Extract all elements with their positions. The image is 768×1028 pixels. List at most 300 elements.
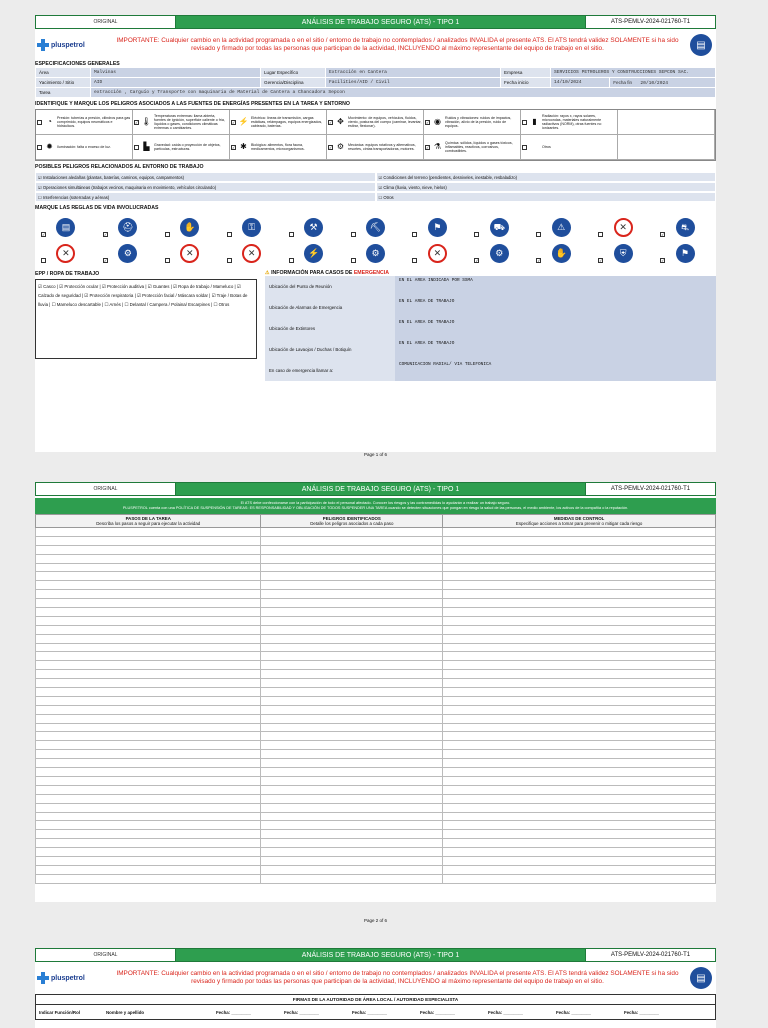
regla-item[interactable]: [221, 214, 283, 237]
emergency-heading: ⚠ INFORMACIÓN PARA CASOS DE EMERGENCIA: [265, 270, 389, 276]
noise-icon: ◉: [434, 116, 441, 126]
fecha-field[interactable]: Fecha: ________: [284, 1009, 319, 1015]
emergency-value[interactable]: COMUNICACION RADIAL/ VIA TELEFONICA: [395, 360, 716, 381]
table-row: [36, 616, 716, 625]
table-cell[interactable]: [443, 848, 716, 857]
form-header: [35, 948, 716, 962]
regla-item[interactable]: [406, 240, 468, 263]
tarea-label: Tarea: [36, 88, 91, 98]
light-bulb-icon: ✹: [46, 141, 53, 151]
gerencia-field[interactable]: Facilities/AID / Civil: [326, 78, 501, 88]
table-row: [36, 776, 716, 785]
table-row: [36, 821, 716, 830]
permit-icon: ▤: [56, 218, 75, 237]
table-cell[interactable]: [36, 528, 261, 537]
energy-checkbox[interactable]: [522, 145, 527, 150]
table-cell[interactable]: [36, 643, 261, 652]
regla-checkbox[interactable]: ✓: [599, 258, 603, 263]
energy-checkbox[interactable]: ✓: [426, 144, 430, 150]
energy-item[interactable]: [327, 110, 424, 135]
lockout-icon: ⚿: [242, 218, 261, 237]
movement-icon: ✥: [337, 116, 344, 126]
table-cell[interactable]: [443, 554, 716, 563]
energy-item[interactable]: [618, 110, 715, 135]
table-cell[interactable]: [443, 732, 716, 741]
regla-item[interactable]: [530, 214, 592, 237]
energy-item[interactable]: [618, 135, 715, 160]
no-alcohol-icon: ✕: [56, 244, 75, 263]
energy-checkbox[interactable]: ✓: [232, 119, 236, 125]
table-cell[interactable]: [443, 865, 716, 874]
table-cell[interactable]: [261, 670, 443, 679]
tarea-field[interactable]: extracción , Carguío y Transporte con maquinaria de Material de Cantera a Chancadora Sepcon: [91, 88, 716, 98]
hand-icon: ✋: [180, 218, 199, 237]
table-cell[interactable]: [36, 616, 261, 625]
table-cell[interactable]: [261, 652, 443, 661]
table-cell[interactable]: [261, 528, 443, 537]
form-code: ATS-PEMLV-2024-021760-T1: [585, 483, 715, 495]
emergency-row: [265, 276, 716, 297]
table-cell[interactable]: [443, 768, 716, 777]
entorno-item[interactable]: ☑ Condiciones del terreno (pendientes, desniveles, inestable, resbaladizo): [376, 172, 717, 182]
radiation-icon: ▮: [532, 116, 537, 126]
table-cell[interactable]: [36, 821, 261, 830]
area-field[interactable]: Malvinas: [91, 68, 261, 78]
fecha-fin-cell[interactable]: [610, 78, 716, 88]
area-label: Área: [36, 68, 91, 78]
table-cell[interactable]: [443, 803, 716, 812]
table-cell[interactable]: [443, 750, 716, 759]
entorno-item[interactable]: ☐ Interferencias (soterradas y aéreas): [35, 192, 376, 202]
table-cell[interactable]: [36, 856, 261, 865]
energy-item[interactable]: [230, 135, 327, 160]
table-cell[interactable]: [36, 750, 261, 759]
regla-checkbox[interactable]: [412, 232, 417, 237]
table-cell[interactable]: [36, 608, 261, 617]
regla-checkbox[interactable]: ✓: [103, 258, 108, 263]
fecha-field[interactable]: Fecha: ________: [624, 1009, 659, 1015]
table-cell[interactable]: [36, 705, 261, 714]
table-cell[interactable]: [443, 528, 716, 537]
table-cell[interactable]: [36, 688, 261, 697]
table-cell[interactable]: [443, 679, 716, 688]
energy-item[interactable]: [133, 135, 230, 160]
emergency-label: En caso de emergencia llamar a:: [265, 360, 395, 381]
table-cell[interactable]: [36, 785, 261, 794]
entorno-heading: POSIBLES PELIGROS RELACIONADOS AL ENTORNO DE TRABAJO: [35, 164, 204, 170]
table-cell[interactable]: [36, 670, 261, 679]
regla-checkbox[interactable]: [598, 232, 603, 237]
regla-checkbox[interactable]: [165, 232, 170, 237]
emergency-value[interactable]: EN EL AREA INDICADA POR SSMA: [395, 276, 716, 297]
table-cell[interactable]: [261, 705, 443, 714]
table-cell[interactable]: [261, 688, 443, 697]
table-cell[interactable]: [443, 599, 716, 608]
table-cell[interactable]: [261, 812, 443, 821]
table-cell[interactable]: [261, 848, 443, 857]
regla-checkbox[interactable]: [289, 232, 294, 237]
table-cell[interactable]: [261, 608, 443, 617]
policy-banner: [35, 498, 716, 514]
table-cell[interactable]: [443, 688, 716, 697]
regla-item[interactable]: [654, 214, 716, 237]
table-row: [36, 590, 716, 599]
table-row: [36, 643, 716, 652]
table-cell[interactable]: [261, 865, 443, 874]
regla-checkbox[interactable]: [289, 258, 294, 263]
emergency-value[interactable]: EN EL AREA DE TRABAJO: [395, 339, 716, 360]
table-row: [36, 865, 716, 874]
regla-item[interactable]: [654, 240, 716, 263]
energy-icon: ⚡: [304, 244, 323, 263]
table-cell[interactable]: [443, 670, 716, 679]
table-cell[interactable]: [443, 563, 716, 572]
tasks-table: [35, 514, 716, 884]
banner-line-1: El ATS debe confeccionarse con la participación de todo el personal afectado. Conocer los riesgos y las contramedidas lo ayudarán a realizar un trabajo seguro.: [240, 501, 511, 505]
table-cell[interactable]: [36, 652, 261, 661]
regla-checkbox[interactable]: ✓: [661, 232, 665, 237]
table-cell[interactable]: [36, 545, 261, 554]
warning-text: IMPORTANTE: Cualquier cambio en la actividad programada o en el sitio / entorno de trabajo no contemplados / analizados INVALIDA el presente ATS. El ATS tendrá validez SOLAMENTE si ha sido revisado y firmado por todas las personas que participan de la actividad, INCLUYENDO al máximo representante del equipo de trabajo en el sitio.: [116, 970, 679, 985]
regla-checkbox[interactable]: ✓: [42, 232, 46, 237]
table-cell[interactable]: [36, 759, 261, 768]
table-row: [36, 723, 716, 732]
page-number: Page 2 of 6: [363, 918, 388, 923]
regla-item[interactable]: [159, 240, 221, 263]
regla-item[interactable]: [592, 214, 654, 237]
regla-checkbox[interactable]: [474, 232, 479, 237]
table-cell[interactable]: [443, 741, 716, 750]
energy-grid: [35, 109, 716, 161]
regla-item[interactable]: [97, 214, 159, 237]
table-cell[interactable]: [261, 785, 443, 794]
table-cell[interactable]: [36, 803, 261, 812]
energy-text: Iluminación: falta o exceso de luz.: [57, 144, 111, 149]
table-row: [36, 661, 716, 670]
table-cell[interactable]: [261, 599, 443, 608]
energy-item[interactable]: [521, 135, 618, 160]
table-cell[interactable]: [443, 812, 716, 821]
table-cell[interactable]: [443, 856, 716, 865]
regla-item[interactable]: [35, 214, 97, 237]
table-cell[interactable]: [261, 581, 443, 590]
table-cell[interactable]: [36, 563, 261, 572]
regla-checkbox[interactable]: [227, 258, 232, 263]
table-cell[interactable]: [443, 821, 716, 830]
logo-cross-icon: [37, 39, 49, 51]
energy-item[interactable]: [36, 110, 133, 135]
regla-item[interactable]: [283, 240, 345, 263]
lugar-label: Lugar Específico: [261, 68, 326, 78]
energy-checkbox[interactable]: [37, 145, 42, 150]
walk-icon: ⚑: [676, 244, 695, 263]
table-cell[interactable]: [36, 554, 261, 563]
table-cell[interactable]: [443, 785, 716, 794]
emergency-value[interactable]: EN EL AREA DE TRABAJO: [395, 318, 716, 339]
table-row: [36, 608, 716, 617]
regla-item[interactable]: [345, 214, 407, 237]
table-cell[interactable]: [36, 794, 261, 803]
entorno-list: [35, 172, 716, 202]
bug-icon: ✱: [240, 141, 247, 151]
table-cell[interactable]: [443, 839, 716, 848]
table-cell[interactable]: [261, 554, 443, 563]
firmas-title: FIRMAS DE LA AUTORIDAD DE ÁREA LOCAL / AUTORIDAD ESPECIALISTA: [36, 995, 715, 1005]
form-header: [35, 482, 716, 496]
table-cell[interactable]: [261, 839, 443, 848]
table-cell[interactable]: [36, 625, 261, 634]
other-icon: [529, 142, 540, 153]
regla-item[interactable]: [406, 214, 468, 237]
regla-item[interactable]: [221, 240, 283, 263]
epp-heading: EPP / ROPA DE TRABAJO: [35, 271, 100, 277]
table-cell[interactable]: [36, 732, 261, 741]
pluspetrol-logo: pluspetrol: [35, 972, 105, 984]
regla-checkbox[interactable]: [351, 258, 356, 263]
regla-checkbox[interactable]: ✓: [661, 258, 665, 263]
energy-checkbox[interactable]: [37, 120, 42, 125]
table-row: [36, 794, 716, 803]
table-row: [36, 679, 716, 688]
no-bypass-icon: ✕: [428, 244, 447, 263]
table-cell[interactable]: [443, 661, 716, 670]
regla-item[interactable]: [592, 240, 654, 263]
table-cell[interactable]: [261, 750, 443, 759]
table-cell[interactable]: [443, 625, 716, 634]
table-cell[interactable]: [261, 545, 443, 554]
energy-item[interactable]: [424, 135, 521, 160]
table-cell[interactable]: [261, 679, 443, 688]
original-label: ORIGINAL: [36, 483, 176, 495]
table-cell[interactable]: [261, 723, 443, 732]
table-cell[interactable]: [443, 776, 716, 785]
table-cell[interactable]: [443, 616, 716, 625]
table-cell[interactable]: [36, 848, 261, 857]
energy-checkbox[interactable]: ✓: [232, 144, 236, 150]
equipment-icon: ⚙: [118, 244, 137, 263]
table-cell[interactable]: [261, 536, 443, 545]
table-cell[interactable]: [36, 679, 261, 688]
table-cell[interactable]: [36, 572, 261, 581]
emergency-row: [265, 297, 716, 318]
table-row: [36, 830, 716, 839]
table-cell[interactable]: [36, 723, 261, 732]
regla-checkbox[interactable]: [412, 258, 417, 263]
regla-item[interactable]: [97, 240, 159, 263]
regla-item[interactable]: [468, 240, 530, 263]
table-cell[interactable]: [261, 590, 443, 599]
regla-checkbox[interactable]: [351, 232, 356, 237]
page-1: [35, 15, 716, 457]
table-cell[interactable]: [261, 794, 443, 803]
table-row: [36, 563, 716, 572]
table-cell[interactable]: [261, 776, 443, 785]
table-cell[interactable]: [36, 776, 261, 785]
table-cell[interactable]: [261, 643, 443, 652]
table-cell[interactable]: [443, 572, 716, 581]
epp-box[interactable]: ☑ Casco | ☑ Protección ocular | ☑ Protección auditiva | ☑ Guantes | ☑ Ropa de trabajo / Mameluco | ☑ Calzado de seguridad | ☑ Protección respiratoria | ☑ Protección facial / Máscara soldar | ☑ Traje / Botas de lluvia | ☐ Mameluco descartable | ☐ Arnés | ☐ Delantal / Campera / Polaina/ Escarpines | ☐ Otros: [35, 279, 257, 359]
table-cell[interactable]: [36, 830, 261, 839]
table-cell[interactable]: [443, 794, 716, 803]
table-cell[interactable]: [36, 634, 261, 643]
table-row: [36, 750, 716, 759]
regla-checkbox[interactable]: [227, 232, 232, 237]
regla-item[interactable]: [283, 214, 345, 237]
table-cell[interactable]: [36, 599, 261, 608]
fecha-fin-field[interactable]: 20/10/2024: [640, 80, 668, 86]
table-cell[interactable]: [443, 634, 716, 643]
regla-checkbox[interactable]: [41, 258, 46, 263]
table-cell[interactable]: [261, 661, 443, 670]
energy-checkbox[interactable]: [134, 145, 139, 150]
form-code: ATS-PEMLV-2024-021760-T1: [585, 949, 715, 961]
energy-checkbox[interactable]: ✓: [329, 119, 333, 125]
table-row: [36, 652, 716, 661]
rol-label: Indicar Función/Rol: [39, 1009, 80, 1015]
entorno-item[interactable]: ☑ Operaciones simultáneas (trabajos vecinos, maquinaria en movimiento, vehículos circulando): [35, 182, 376, 192]
energy-item[interactable]: [230, 110, 327, 135]
table-cell[interactable]: [261, 830, 443, 839]
table-cell[interactable]: [36, 714, 261, 723]
entorno-item[interactable]: ☑ Clima (lluvia, viento, nieve, hielos): [376, 182, 717, 192]
table-cell[interactable]: [261, 768, 443, 777]
table-cell[interactable]: [443, 608, 716, 617]
energy-item[interactable]: [327, 135, 424, 160]
regla-checkbox[interactable]: ✓: [475, 258, 479, 263]
no-phone-icon: ✕: [242, 244, 261, 263]
table-cell[interactable]: [36, 768, 261, 777]
table-cell[interactable]: [261, 696, 443, 705]
table-cell[interactable]: [36, 661, 261, 670]
fecha-field[interactable]: Fecha: ________: [216, 1009, 251, 1015]
table-cell[interactable]: [443, 759, 716, 768]
table-cell[interactable]: [443, 723, 716, 732]
table-cell[interactable]: [443, 705, 716, 714]
table-cell[interactable]: [443, 874, 716, 883]
energy-checkbox[interactable]: ✓: [426, 119, 430, 125]
gears-icon: ⚙: [336, 141, 345, 151]
table-cell[interactable]: [36, 839, 261, 848]
regla-item[interactable]: [345, 240, 407, 263]
nombre-label: Nombre y apellido: [106, 1009, 145, 1015]
entorno-item[interactable]: ☑ Instalaciones aledañas (plantas, baterías, caminos, equipos, campamentos): [35, 172, 376, 182]
page-3: [35, 948, 716, 1028]
yacimiento-field[interactable]: AID: [91, 78, 261, 88]
regla-item[interactable]: [35, 240, 97, 263]
regla-checkbox[interactable]: [536, 232, 541, 237]
fecha-field[interactable]: Fecha: ________: [352, 1009, 387, 1015]
pasos-header: PASOS DE LA TAREA Describa los pasos a seguir para ejecutar la actividad: [36, 515, 261, 528]
regla-checkbox[interactable]: ✓: [537, 258, 541, 263]
entorno-item[interactable]: ☐ Otros: [376, 192, 717, 202]
no-entry-icon: ✕: [614, 218, 633, 237]
emergency-label: Ubicación del Punto de Reunión: [265, 276, 395, 297]
table-cell[interactable]: [261, 634, 443, 643]
table-cell[interactable]: [443, 652, 716, 661]
regla-item[interactable]: [468, 214, 530, 237]
table-cell[interactable]: [36, 581, 261, 590]
energy-item[interactable]: [36, 135, 133, 160]
energy-text: Eléctrica: líneas de transmisión, cargas estáticas, relámpagos, equipos energizados, cableado, baterías.: [251, 115, 323, 129]
height-icon: ⚑: [428, 218, 447, 237]
fecha-inicio-label: Fecha inicio: [501, 78, 551, 88]
table-cell[interactable]: [36, 874, 261, 883]
table-cell[interactable]: [443, 830, 716, 839]
table-cell[interactable]: [36, 590, 261, 599]
table-cell[interactable]: [443, 581, 716, 590]
energy-checkbox[interactable]: ✓: [135, 119, 139, 125]
energy-item[interactable]: [424, 110, 521, 135]
table-row: [36, 812, 716, 821]
regla-checkbox[interactable]: [165, 258, 170, 263]
energy-item[interactable]: [133, 110, 230, 135]
warning-block: [35, 965, 716, 991]
fecha-field[interactable]: Fecha: ________: [420, 1009, 455, 1015]
table-cell[interactable]: [36, 812, 261, 821]
table-cell[interactable]: [261, 732, 443, 741]
table-cell[interactable]: [261, 759, 443, 768]
table-cell[interactable]: [443, 590, 716, 599]
energy-checkbox[interactable]: [522, 120, 527, 125]
emergency-label: Ubicación de Extintores: [265, 318, 395, 339]
table-row: [36, 625, 716, 634]
table-cell[interactable]: [261, 616, 443, 625]
table-row: [36, 670, 716, 679]
regla-item[interactable]: [159, 214, 221, 237]
regla-checkbox[interactable]: ✓: [103, 232, 108, 237]
energy-item[interactable]: [521, 110, 618, 135]
table-cell[interactable]: [36, 536, 261, 545]
table-row: [36, 741, 716, 750]
empresa-field[interactable]: SERVICIOS PETROLEROS Y CONSTRUCCIONES SEPCON SAC.: [551, 68, 716, 78]
form-title: ANÁLISIS DE TRABAJO SEGURO (ATS) - TIPO 1: [301, 18, 460, 26]
energy-text: Biológica: alimentos, flora fauna, medicamentos, microorganismos.: [251, 142, 305, 151]
table-cell[interactable]: [36, 865, 261, 874]
table-cell[interactable]: [261, 874, 443, 883]
lifting-icon: ⛟: [490, 218, 509, 237]
fecha-field[interactable]: Fecha: ________: [488, 1009, 523, 1015]
table-cell[interactable]: [261, 572, 443, 581]
emergency-value[interactable]: EN EL AREA DE TRABAJO: [395, 297, 716, 318]
fecha-inicio-field[interactable]: 14/10/2024: [551, 78, 610, 88]
machine-icon: ⚙: [366, 244, 385, 263]
table-row: [36, 536, 716, 545]
table-cell[interactable]: [261, 563, 443, 572]
table-cell[interactable]: [443, 714, 716, 723]
table-cell[interactable]: [261, 856, 443, 865]
table-cell[interactable]: [261, 625, 443, 634]
energy-checkbox[interactable]: ✓: [329, 144, 333, 150]
table-cell[interactable]: [261, 714, 443, 723]
table-cell[interactable]: [261, 821, 443, 830]
table-cell[interactable]: [443, 536, 716, 545]
fecha-field[interactable]: Fecha: ________: [556, 1009, 591, 1015]
table-cell[interactable]: [443, 696, 716, 705]
regla-item[interactable]: [530, 240, 592, 263]
table-cell[interactable]: [443, 545, 716, 554]
emergency-section: [265, 267, 716, 381]
table-cell[interactable]: [36, 696, 261, 705]
form-title: ANÁLISIS DE TRABAJO SEGURO (ATS) - TIPO 1: [301, 485, 460, 493]
lugar-field[interactable]: Extracción en Cantera: [326, 68, 501, 78]
table-cell[interactable]: [261, 741, 443, 750]
table-cell[interactable]: [36, 741, 261, 750]
table-cell[interactable]: [261, 803, 443, 812]
energy-text: Mecánica: equipos rotativos y alternativos, resortes, cintas transportadoras, motores.: [348, 142, 416, 151]
table-cell[interactable]: [443, 643, 716, 652]
table-row: [36, 874, 716, 883]
lightning-icon: ⚡: [238, 116, 249, 126]
